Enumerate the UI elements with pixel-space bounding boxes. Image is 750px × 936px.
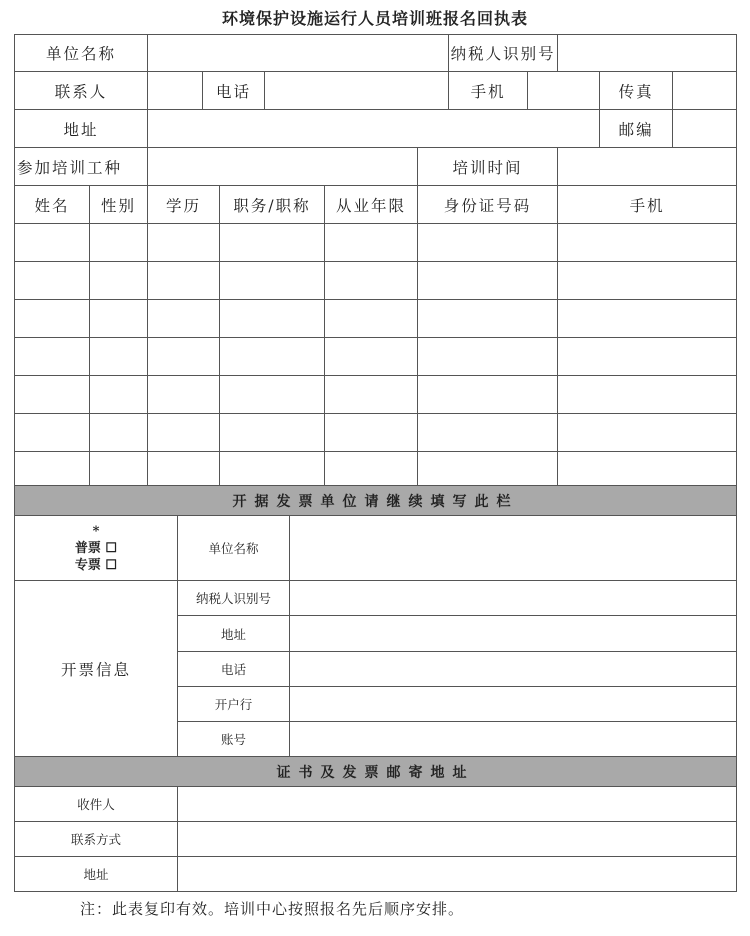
registration-table <box>14 34 737 490</box>
id-number-cell[interactable] <box>418 224 558 262</box>
position-cell[interactable] <box>220 262 325 300</box>
invoice-account-field[interactable] <box>290 722 737 757</box>
name-cell[interactable] <box>15 300 90 338</box>
years-cell[interactable] <box>325 338 418 376</box>
education-cell[interactable] <box>148 414 220 452</box>
position-cell[interactable] <box>220 376 325 414</box>
label-invoice-bank: 开户行 <box>178 687 290 722</box>
mobile-cell[interactable] <box>558 376 737 414</box>
special-ticket-checkbox[interactable]: 专票 ☐ <box>74 557 118 573</box>
gender-cell[interactable] <box>90 376 148 414</box>
invoice-phone-field[interactable] <box>290 652 737 687</box>
name-cell[interactable] <box>15 452 90 490</box>
label-fax: 传真 <box>600 72 673 110</box>
contact-method-field[interactable] <box>178 822 737 857</box>
col-header-education: 学历 <box>148 186 220 224</box>
recipient-field[interactable] <box>178 787 737 822</box>
label-unit-name: 单位名称 <box>15 35 148 72</box>
name-cell[interactable] <box>15 376 90 414</box>
mobile-cell[interactable] <box>558 262 737 300</box>
col-header-mobile: 手机 <box>558 186 737 224</box>
gender-cell[interactable] <box>90 262 148 300</box>
label-mobile: 手机 <box>449 72 528 110</box>
training-time-field[interactable] <box>558 148 737 186</box>
years-cell[interactable] <box>325 224 418 262</box>
education-cell[interactable] <box>148 452 220 490</box>
position-cell[interactable] <box>220 224 325 262</box>
mailing-address-field[interactable] <box>178 857 737 892</box>
taxpayer-id-field[interactable] <box>558 35 737 72</box>
invoice-unit-name-field[interactable] <box>290 516 737 581</box>
education-cell[interactable] <box>148 376 220 414</box>
normal-ticket-checkbox[interactable]: 普票 ☐ <box>74 540 118 556</box>
fax-field[interactable] <box>673 72 737 110</box>
label-address: 地址 <box>15 110 148 148</box>
training-type-field[interactable] <box>148 148 418 186</box>
gender-cell[interactable] <box>90 300 148 338</box>
invoice-taxpayer-id-field[interactable] <box>290 581 737 616</box>
footer-note: 注：此表复印有效。培训中心按照报名先后顺序安排。 <box>80 900 465 918</box>
gender-cell[interactable] <box>90 452 148 490</box>
gender-cell[interactable] <box>90 414 148 452</box>
mobile-cell[interactable] <box>558 452 737 490</box>
education-cell[interactable] <box>148 262 220 300</box>
unit-name-field[interactable] <box>148 35 449 72</box>
col-header-gender: 性别 <box>90 186 148 224</box>
label-invoice-address: 地址 <box>178 616 290 652</box>
label-mailing-address: 地址 <box>15 857 178 892</box>
education-cell[interactable] <box>148 338 220 376</box>
label-invoice-phone: 电话 <box>178 652 290 687</box>
position-cell[interactable] <box>220 300 325 338</box>
label-invoice-taxpayer-id: 纳税人识别号 <box>178 581 290 616</box>
name-cell[interactable] <box>15 224 90 262</box>
form-title: 环境保护设施运行人员培训班报名回执表 <box>221 9 528 28</box>
position-cell[interactable] <box>220 452 325 490</box>
label-invoice-info: 开票信息 <box>15 581 178 757</box>
id-number-cell[interactable] <box>418 300 558 338</box>
label-recipient: 收件人 <box>15 787 178 822</box>
invoice-address-field[interactable] <box>290 616 737 652</box>
education-cell[interactable] <box>148 224 220 262</box>
years-cell[interactable] <box>325 452 418 490</box>
mobile-cell[interactable] <box>558 338 737 376</box>
col-header-name: 姓名 <box>15 186 90 224</box>
label-training-time: 培训时间 <box>418 148 558 186</box>
table-row <box>15 376 737 414</box>
col-header-position: 职务/职称 <box>220 186 325 224</box>
invoice-mailing-table <box>14 485 737 892</box>
table-row <box>15 300 737 338</box>
table-row <box>15 452 737 490</box>
position-cell[interactable] <box>220 338 325 376</box>
label-phone: 电话 <box>203 72 265 110</box>
table-row <box>15 414 737 452</box>
name-cell[interactable] <box>15 338 90 376</box>
position-cell[interactable] <box>220 414 325 452</box>
id-number-cell[interactable] <box>418 376 558 414</box>
label-contact-method: 联系方式 <box>15 822 178 857</box>
gender-cell[interactable] <box>90 224 148 262</box>
id-number-cell[interactable] <box>418 262 558 300</box>
col-header-id-number: 身份证号码 <box>418 186 558 224</box>
gender-cell[interactable] <box>90 338 148 376</box>
education-cell[interactable] <box>148 300 220 338</box>
mobile-field[interactable] <box>528 72 600 110</box>
mobile-cell[interactable] <box>558 224 737 262</box>
invoice-banner: 开据发票单位请继续填写此栏 <box>15 486 737 516</box>
label-contact: 联系人 <box>15 72 148 110</box>
table-row <box>15 338 737 376</box>
mailing-banner: 证书及发票邮寄地址 <box>15 757 737 787</box>
col-header-years: 从业年限 <box>325 186 418 224</box>
years-cell[interactable] <box>325 300 418 338</box>
name-cell[interactable] <box>15 414 90 452</box>
mobile-cell[interactable] <box>558 414 737 452</box>
label-training-type: 参加培训工种 <box>15 148 148 186</box>
years-cell[interactable] <box>325 262 418 300</box>
contact-field[interactable] <box>148 72 203 110</box>
years-cell[interactable] <box>325 414 418 452</box>
ticket-type-cell <box>15 516 178 581</box>
postcode-field[interactable] <box>673 110 737 148</box>
id-number-cell[interactable] <box>418 452 558 490</box>
label-invoice-account: 账号 <box>178 722 290 757</box>
table-row <box>15 262 737 300</box>
id-number-cell[interactable] <box>418 338 558 376</box>
name-cell[interactable] <box>15 262 90 300</box>
years-cell[interactable] <box>325 376 418 414</box>
phone-field[interactable] <box>265 72 449 110</box>
label-postcode: 邮编 <box>600 110 673 148</box>
label-invoice-unit-name: 单位名称 <box>178 516 290 581</box>
label-taxpayer-id: 纳税人识别号 <box>449 35 558 72</box>
required-asterisk: * <box>92 523 100 539</box>
mobile-cell[interactable] <box>558 300 737 338</box>
id-number-cell[interactable] <box>418 414 558 452</box>
table-row <box>15 224 737 262</box>
address-field[interactable] <box>148 110 600 148</box>
invoice-bank-field[interactable] <box>290 687 737 722</box>
